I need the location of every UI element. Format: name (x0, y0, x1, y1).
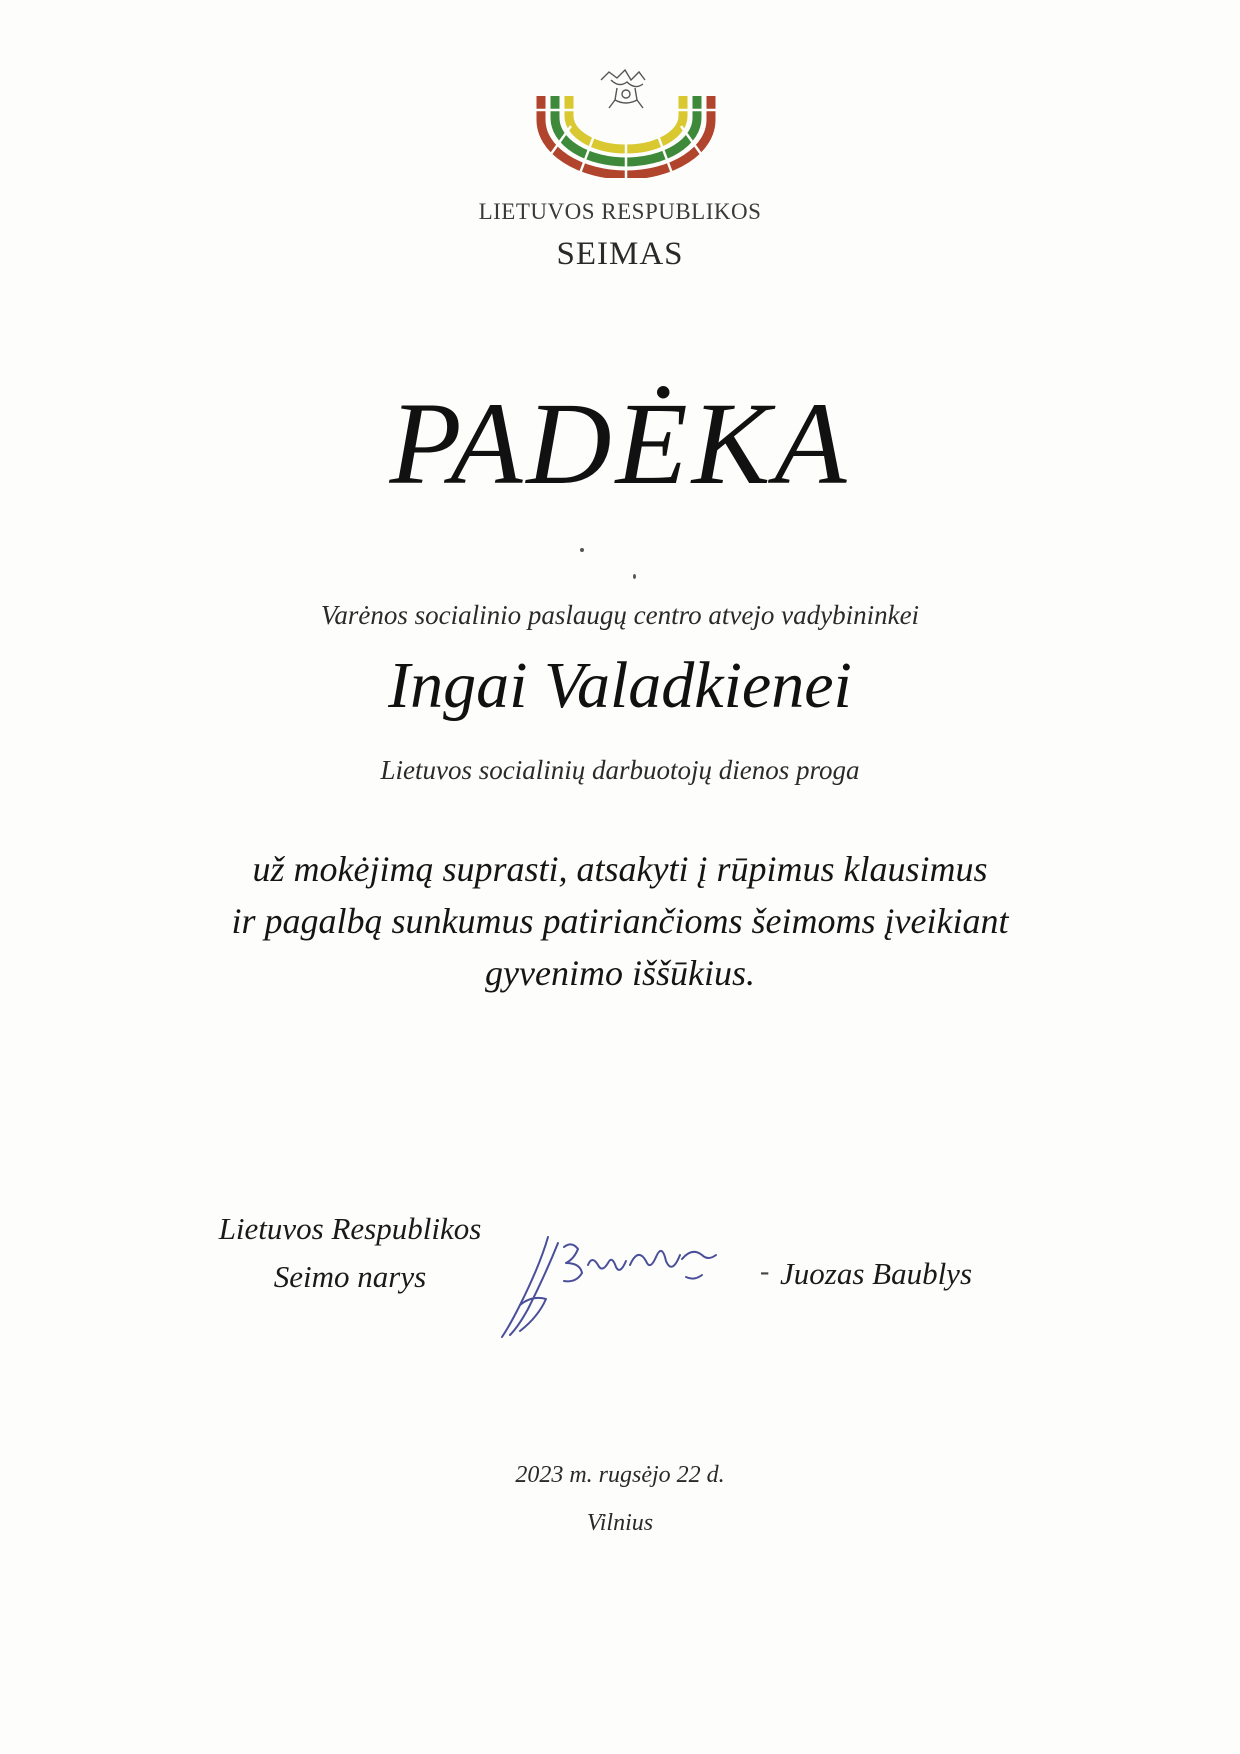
recipient-name: Ingai Valadkienei (388, 649, 852, 722)
signatory-name: Juozas Baublys (780, 1256, 973, 1291)
signature-dash: - (760, 1256, 770, 1287)
occasion-line: Lietuvos socialinių darbuotojų dienos proga (380, 755, 860, 785)
gratitude-text (150, 843, 1090, 999)
issue-date: 2023 m. rugsėjo 22 d. (515, 1462, 725, 1488)
paper-speck (633, 574, 636, 579)
certificate-title: PADĖKA (389, 378, 851, 509)
seimas-emblem-icon (531, 58, 721, 178)
gratitude-line: ir pagalbą sunkumus patiriančioms šeimoms įveikiant (231, 901, 1009, 941)
signatory-position-line1: Lietuvos Respublikos (218, 1211, 482, 1246)
issue-place: Vilnius (586, 1510, 654, 1536)
org-name-line2: SEIMAS (556, 236, 684, 272)
signatory-position-line2: Seimo narys (273, 1259, 427, 1294)
org-name-line1: LIETUVOS RESPUBLIKOS (478, 199, 762, 224)
handwritten-signature (480, 1225, 760, 1345)
paper-speck (580, 548, 584, 552)
recipient-role: Varėnos socialinio paslaugų centro atvejo vadybininkei (320, 600, 920, 630)
gratitude-line: už mokėjimą suprasti, atsakyti į rūpimus klausimus (252, 849, 988, 889)
gratitude-line: gyvenimo iššūkius. (485, 953, 755, 993)
signatory-position (180, 1205, 520, 1301)
